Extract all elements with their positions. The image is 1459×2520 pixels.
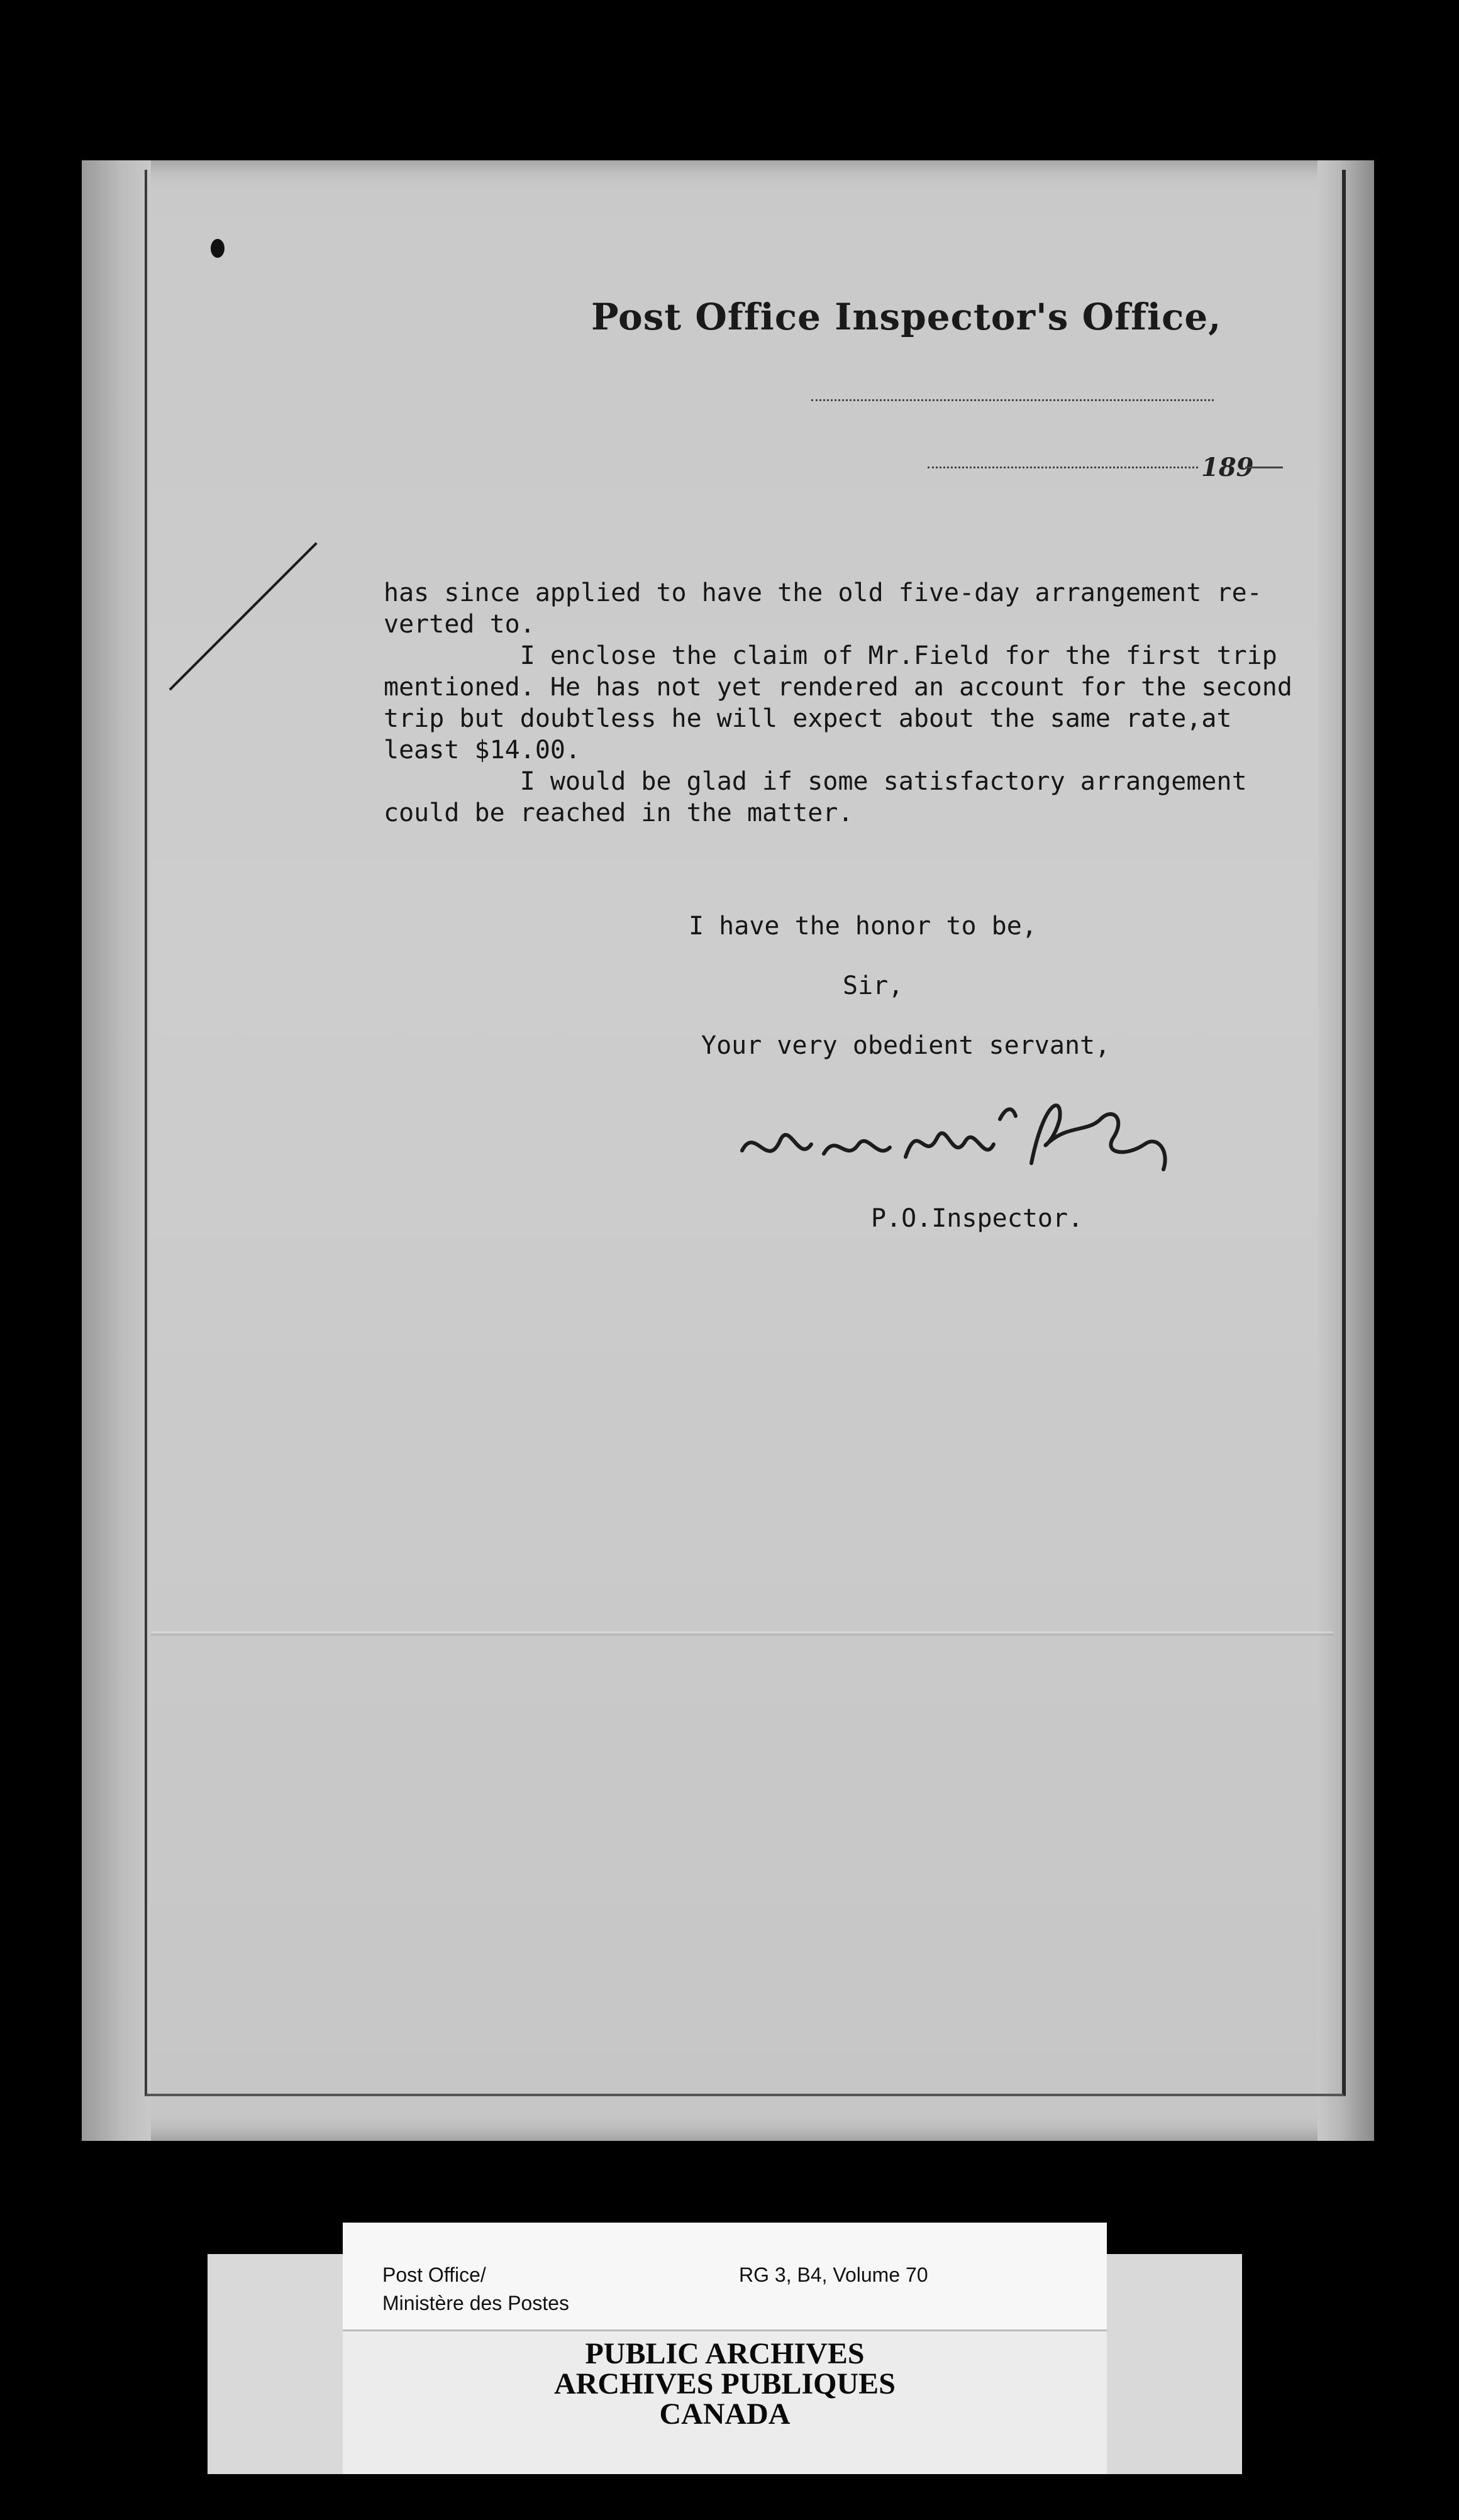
date-blank-dots <box>928 467 1198 468</box>
handwritten-signature <box>736 1081 1176 1182</box>
archive-name-english: PUBLIC ARCHIVES <box>585 2337 865 2370</box>
letter-body: has since applied to have the old five-day arrangement re- verted to. I enclose the claim of Mr.Field for the first trip mentioned. He has not yet rendered an account for the second trip but doubtless he will expect about the same rate,at least $14.00. I would be glad if some satisfactory arrangement could be reached in the matter. <box>384 578 1292 827</box>
signer-title: P.O.Inspector. <box>871 1204 1084 1233</box>
archive-name-french: ARCHIVES PUBLIQUES <box>554 2367 896 2401</box>
closing-salutation: Sir, <box>843 971 904 1000</box>
fold-crease <box>151 1632 1333 1635</box>
department-line-1: Post Office/ <box>382 2263 486 2286</box>
ink-spot <box>211 239 225 258</box>
page-edge-left <box>82 160 151 2141</box>
date-line <box>928 453 1286 484</box>
department-line-2: Ministère des Postes <box>382 2292 570 2314</box>
letterhead-title: Post Office Inspector's Office, <box>591 296 1222 338</box>
place-blank-line <box>811 399 1214 401</box>
archive-country: CANADA <box>659 2397 791 2431</box>
date-blank-tail <box>1245 467 1283 468</box>
date-year: 189 <box>1201 453 1254 482</box>
closing-servant: Your very obedient servant, <box>701 1031 1111 1060</box>
closing-honor: I have the honor to be, <box>689 912 1037 941</box>
archive-reference: RG 3, B4, Volume 70 <box>739 2263 928 2286</box>
